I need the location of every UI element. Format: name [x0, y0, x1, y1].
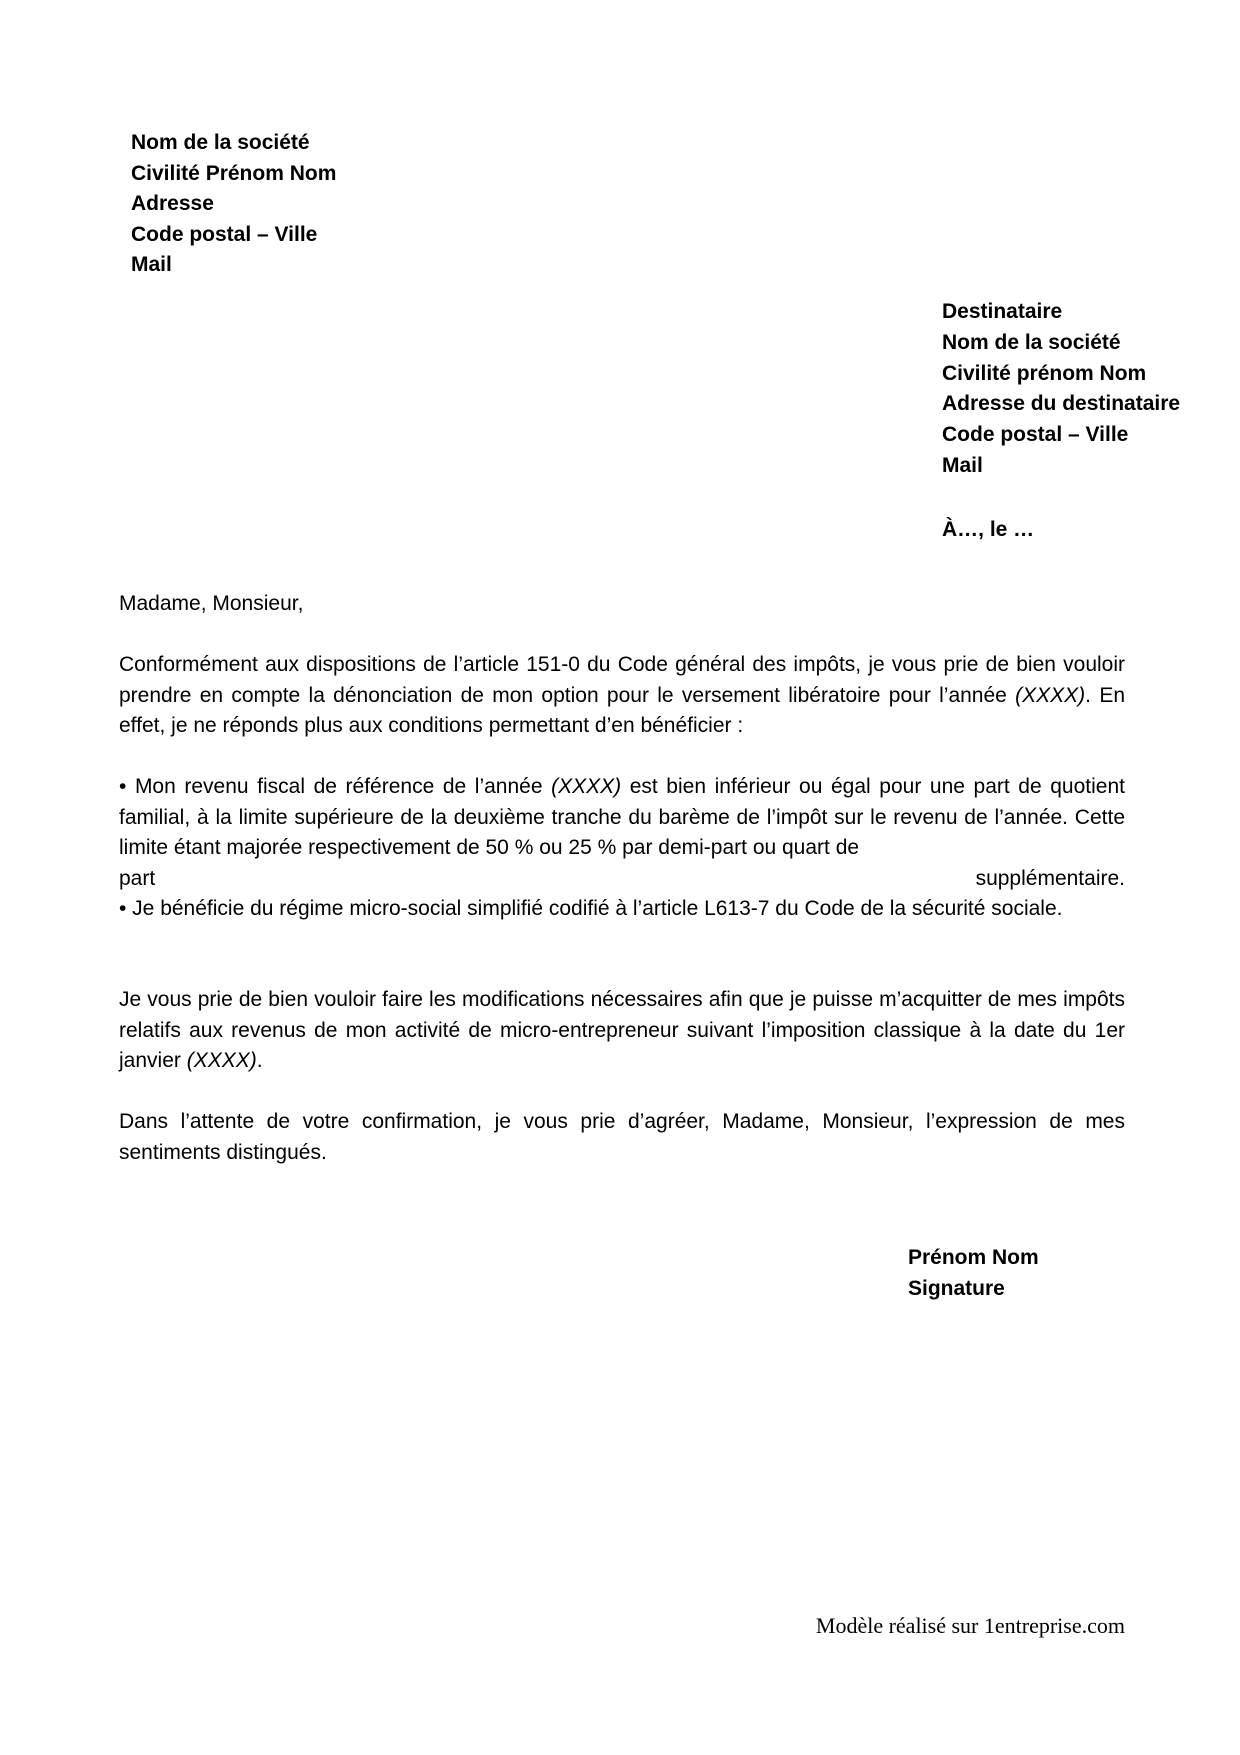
sender-address: Adresse: [131, 192, 214, 215]
sender-block: [131, 128, 336, 281]
bullet1-text-end: est bien inférieur ou égal pour une part de quotient familial, à la limite supérieure de la deuxième tranche du barème de l’impôt sur le revenu de l’année. Cette limite étant majorée respectivement de 50 % ou 25 % par demi-part ou quart de: [119, 775, 1125, 859]
bullet1-last-right: supplémentaire.: [975, 866, 1125, 890]
paragraph2-text-start: Je vous prie de bien vouloir faire les modifications nécessaires afin que je puisse m’acquitter de mes impôts relatifs aux revenus de mon activité de micro-entrepreneur suivant l’imposition classique à la date du 1er janvier: [119, 988, 1125, 1072]
sender-company: Nom de la société: [131, 131, 310, 154]
list-item: [119, 772, 1125, 894]
conditions-list: [119, 772, 1125, 925]
paragraph-modification-request: [119, 985, 1125, 1077]
sender-mail: Mail: [131, 253, 172, 276]
year-placeholder: (XXXX): [551, 775, 622, 798]
signature-block: [908, 1242, 1039, 1304]
year-placeholder: (XXXX): [1015, 683, 1086, 707]
paragraph1-text-start: Conformément aux dispositions de l’article 151-0 du Code général des impôts, je vous prie de bien vouloir prendre en compte la dénonciation de mon option pour le versement libératoire pour l’année: [119, 653, 1125, 707]
paragraph-closing: Dans l’attente de votre confirmation, je vous prie d’agréer, Madame, Monsieur, l’expression de mes sentiments distingués.: [119, 1110, 1125, 1164]
footer-credit: Modèle réalisé sur 1entreprise.com: [815, 1613, 1125, 1638]
recipient-block: [942, 297, 1180, 482]
year-placeholder: (XXXX): [186, 1049, 257, 1072]
paragraph2-text-end: .: [256, 1049, 263, 1072]
place-date: À…, le …: [942, 518, 1035, 541]
recipient-label: Destinataire: [942, 300, 1063, 323]
salutation: Madame, Monsieur,: [119, 592, 304, 615]
recipient-mail: Mail: [942, 453, 983, 477]
bullet1-text-start: • Mon revenu fiscal de référence de l’année: [119, 775, 552, 798]
bullet1-last-left: part: [119, 866, 156, 890]
bullet1-last-line: [119, 864, 1125, 895]
sender-city: Code postal – Ville: [131, 222, 318, 246]
recipient-name: Civilité prénom Nom: [942, 361, 1147, 385]
recipient-company: Nom de la société: [942, 330, 1121, 354]
sender-name: Civilité Prénom Nom: [131, 161, 337, 185]
recipient-city: Code postal – Ville: [942, 423, 1129, 447]
paragraph1-text-end: . En effet, je ne réponds plus aux conditions permettant d’en bénéficier :: [119, 683, 1125, 737]
signature-label: Signature: [908, 1277, 1005, 1300]
signature-name: Prénom Nom: [908, 1246, 1039, 1269]
paragraph-option-denunciation: [119, 650, 1125, 742]
list-item: • Je bénéficie du régime micro-social simplifié codifié à l’article L613-7 du Code de la sécurité sociale.: [119, 897, 1063, 920]
recipient-address: Adresse du destinataire: [942, 392, 1181, 416]
